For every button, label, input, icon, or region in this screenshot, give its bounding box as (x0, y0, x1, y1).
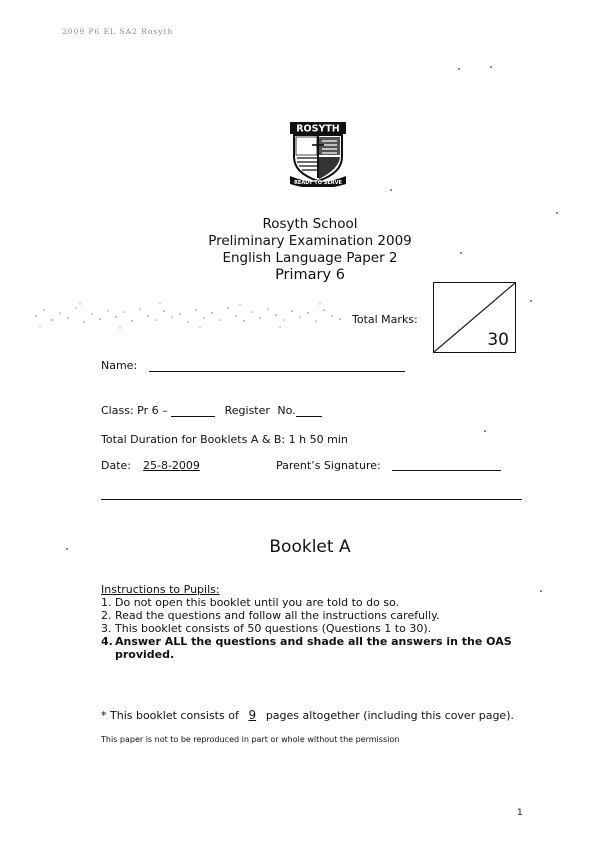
class-label: Class: (101, 404, 134, 417)
instruction-item: 1. Do not open this booklet until you are told to do so. (101, 596, 400, 609)
speck (460, 252, 462, 254)
class-prefix: Pr 6 – (137, 404, 168, 417)
pages-note-suffix: pages altogether (including this cover page). (265, 709, 514, 722)
scan-noise (30, 296, 350, 336)
name-line[interactable] (149, 371, 405, 372)
name-label: Name: (101, 359, 138, 372)
speck (530, 300, 532, 302)
permission-note: This paper is not to be reproduced in part or whole without the permission (101, 735, 400, 744)
date-value: 25-8-2009 (143, 459, 200, 472)
school-crest-logo (284, 121, 352, 187)
speck (484, 430, 486, 432)
speck (66, 548, 68, 550)
signature-label: Parent’s Signature: (276, 459, 381, 472)
logo-banner-text: ROSYTH (296, 123, 340, 135)
instruction-item: 3. This booklet consists of 50 questions (Questions 1 to 30). (101, 622, 432, 635)
speck (458, 68, 460, 70)
total-marks-label: Total Marks: (352, 313, 418, 326)
logo-motto-text: READY TO SERVE (294, 180, 342, 186)
booklet-title: Booklet A (269, 537, 351, 557)
speck (390, 189, 392, 191)
pages-note (101, 708, 514, 722)
name-field (101, 359, 405, 372)
school-name: Rosyth School (262, 216, 358, 232)
speck (556, 212, 558, 214)
class-register-row (101, 404, 322, 417)
pages-count: 9 (248, 708, 257, 722)
exam-title: Preliminary Examination 2009 (208, 233, 412, 249)
total-marks-box (433, 282, 516, 353)
instruction-item: 4. Answer ALL the questions and shade all the answers in the OAS provided. (101, 635, 512, 661)
page-number: 1 (517, 808, 523, 818)
instructions-heading: Instructions to Pupils: (101, 583, 220, 596)
instruction-item: 2. Read the questions and follow all the instructions carefully. (101, 609, 440, 622)
speck (540, 590, 542, 592)
register-label: Register (224, 404, 270, 417)
level-title: Primary 6 (275, 267, 345, 283)
paper-title: English Language Paper 2 (222, 250, 398, 266)
date-label: Date: (101, 459, 131, 472)
total-marks-value: 30 (487, 330, 509, 350)
register-no-label: No. (277, 404, 296, 417)
instructions (101, 583, 531, 661)
divider-rule (101, 499, 522, 500)
signature-line[interactable] (392, 470, 501, 471)
class-line[interactable] (171, 416, 215, 417)
duration-text: Total Duration for Booklets A & B: 1 h 50 min (101, 433, 348, 446)
register-line[interactable] (296, 416, 322, 417)
speck (490, 66, 492, 68)
pages-note-prefix: * This booklet consists of (101, 709, 239, 722)
header-note: 2009 P6 EL SA2 Rosyth (62, 27, 174, 36)
